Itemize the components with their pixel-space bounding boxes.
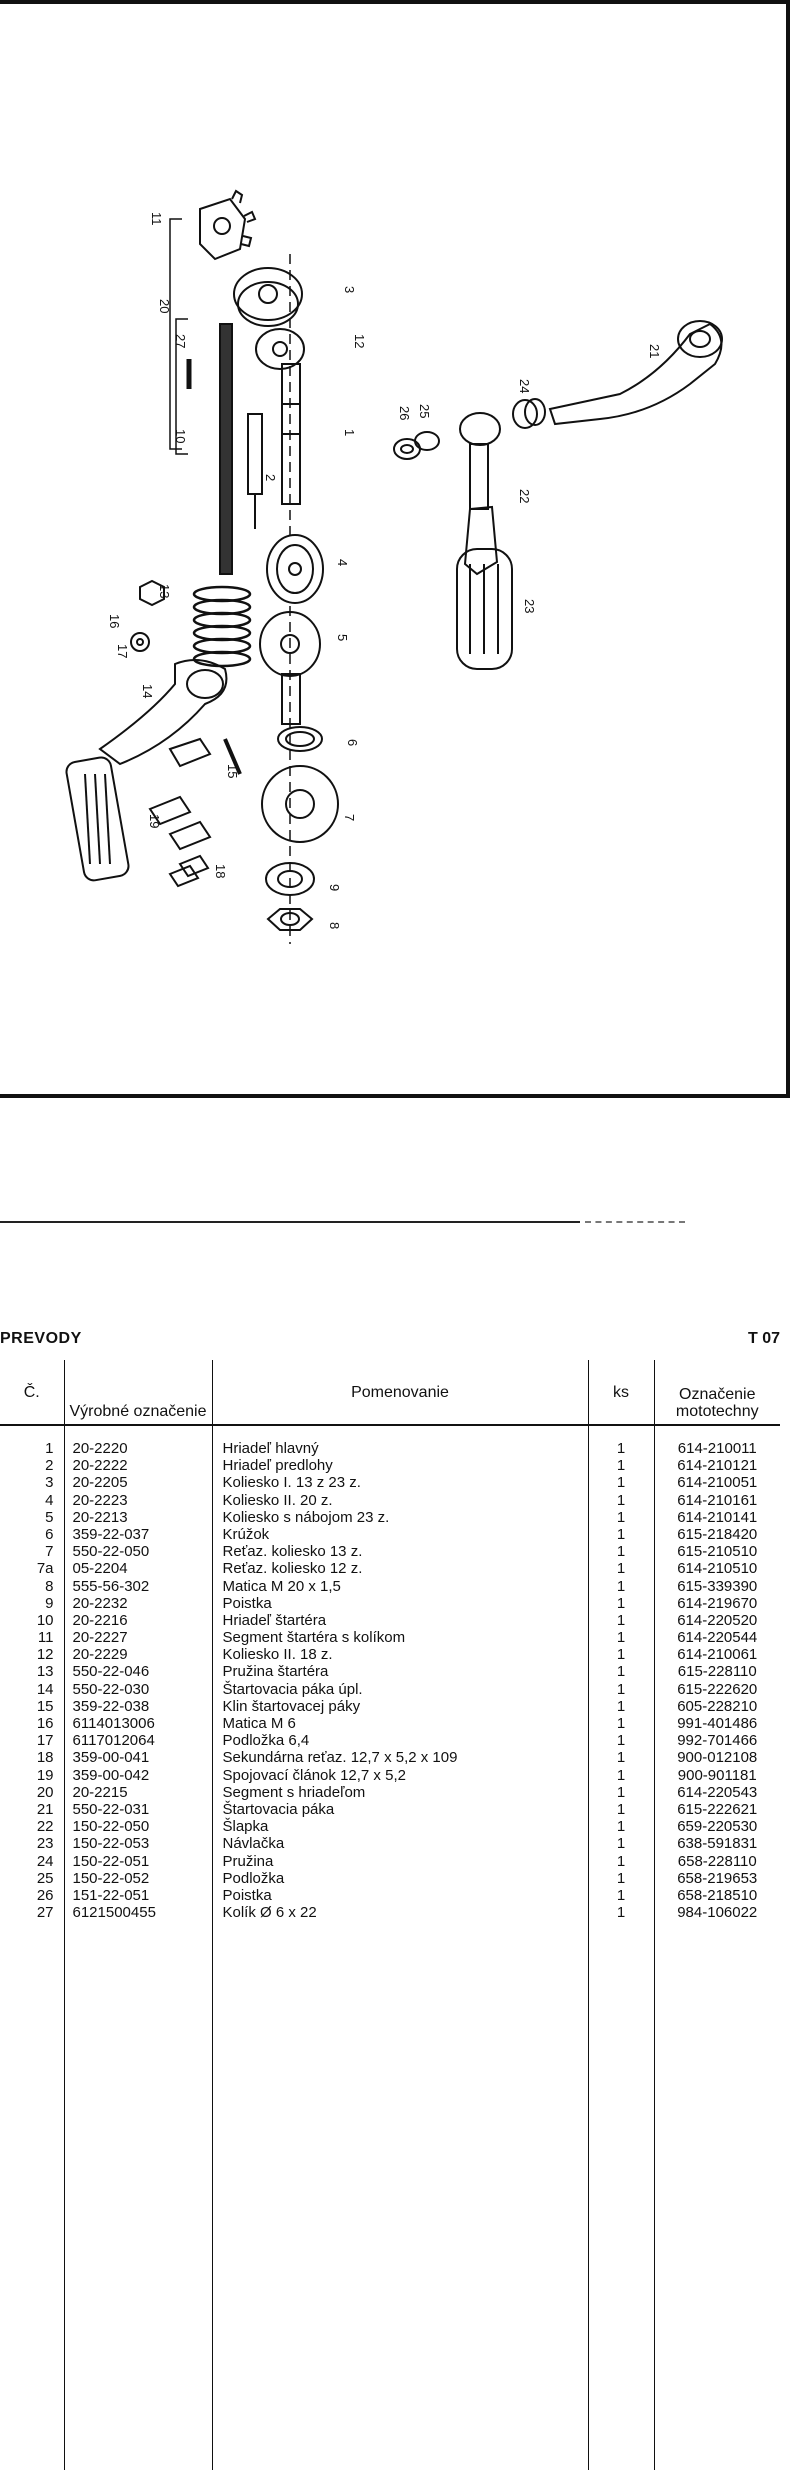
cell-qty: 1 — [616, 1766, 626, 1784]
cell-code: 20-2215 — [72, 1783, 128, 1801]
cell-number: 6 — [45, 1525, 54, 1543]
cell-qty: 1 — [616, 1474, 626, 1492]
cell-mototechna: 614-210161 — [677, 1491, 758, 1509]
cell-qty: 1 — [616, 1491, 626, 1509]
cell-code: 359-00-041 — [72, 1749, 150, 1767]
cell-qty: 1 — [616, 1440, 626, 1457]
callout-14: 14 — [140, 684, 155, 699]
cell-qty: 1 — [616, 1457, 626, 1475]
cell-name: Pružina štartéra — [222, 1663, 329, 1681]
cell-code: 550-22-050 — [72, 1543, 150, 1561]
cell-qty: 1 — [616, 1508, 626, 1526]
cell-number: 3 — [45, 1474, 54, 1492]
cell-mototechna: 605-228210 — [677, 1697, 758, 1715]
callout-24: 24 — [517, 379, 532, 394]
cell-qty: 1 — [616, 1646, 626, 1664]
cell-name: Návlačka — [222, 1835, 285, 1853]
cell-code: 150-22-051 — [72, 1852, 150, 1870]
cell-code: 550-22-046 — [72, 1663, 150, 1681]
cell-mototechna: 658-219653 — [677, 1869, 758, 1887]
cell-code: 6117012064 — [72, 1732, 155, 1750]
column-mototechna — [655, 1426, 781, 1921]
cell-code: 20-2205 — [72, 1474, 128, 1492]
cell-mototechna: 614-220520 — [677, 1611, 758, 1629]
cell-number: 27 — [36, 1904, 54, 1922]
cell-qty: 1 — [616, 1749, 626, 1767]
callout-16: 16 — [107, 614, 122, 629]
cell-code: 20-2223 — [72, 1491, 128, 1509]
cell-mototechna: 615-218420 — [677, 1525, 758, 1543]
cell-name: Podložka 6,4 — [222, 1732, 310, 1750]
cell-name: Kolík Ø 6 x 22 — [222, 1904, 317, 1922]
cell-number: 15 — [36, 1697, 54, 1715]
header-qty: ks — [588, 1360, 654, 1425]
cell-mototechna: 992-701466 — [677, 1732, 758, 1750]
callout-17: 17 — [115, 644, 130, 659]
cell-mototechna: 659-220530 — [677, 1818, 758, 1836]
cell-name: Matica M 20 x 1,5 — [222, 1577, 341, 1595]
cell-name: Pružina — [222, 1852, 274, 1870]
cell-qty: 1 — [616, 1663, 626, 1681]
cell-number: 4 — [45, 1491, 54, 1509]
cell-name: Štartovacia páka úpl. — [222, 1680, 363, 1698]
callout-11: 11 — [149, 212, 164, 226]
cell-name: Hriadeľ hlavný — [222, 1440, 319, 1457]
callout-19: 19 — [147, 814, 162, 829]
cell-number: 11 — [37, 1629, 54, 1647]
cell-code: 555-56-302 — [72, 1577, 150, 1595]
header-number: Č. — [0, 1360, 64, 1425]
cell-qty: 1 — [616, 1886, 626, 1904]
callout-13: 13 — [157, 584, 172, 599]
cell-mototechna: 614-210061 — [677, 1646, 758, 1664]
cell-mototechna: 614-220544 — [677, 1629, 758, 1647]
cell-name: Krúžok — [222, 1525, 270, 1543]
cell-code: 6121500455 — [72, 1904, 156, 1922]
callout-4: 4 — [335, 559, 350, 567]
cell-number: 19 — [36, 1766, 54, 1784]
cell-mototechna: 658-228110 — [677, 1852, 757, 1870]
cell-qty: 1 — [616, 1852, 626, 1870]
cell-code: 20-2227 — [72, 1629, 128, 1647]
cell-name: Podložka — [222, 1869, 285, 1887]
separator-line — [0, 1221, 580, 1223]
cell-name: Koliesko s nábojom 23 z. — [222, 1508, 390, 1526]
cell-qty: 1 — [616, 1715, 626, 1732]
callout-15: 15 — [225, 764, 240, 779]
cell-number: 8 — [45, 1577, 54, 1595]
cell-name: Poistka — [222, 1886, 272, 1904]
callout-3: 3 — [342, 286, 357, 294]
cell-number: 21 — [36, 1800, 54, 1818]
cell-number: 16 — [36, 1715, 54, 1732]
cell-number: 12 — [36, 1646, 54, 1664]
cell-number: 5 — [45, 1508, 54, 1526]
cell-name: Sekundárna reťaz. 12,7 x 5,2 x 109 — [222, 1749, 458, 1767]
cell-number: 25 — [36, 1869, 54, 1887]
cell-code: 151-22-051 — [72, 1886, 150, 1904]
header-mototechna: Označenie mototechny — [654, 1360, 780, 1425]
cell-code: 359-22-038 — [72, 1697, 150, 1715]
callout-5: 5 — [335, 634, 350, 642]
cell-mototechna: 615-228110 — [677, 1663, 757, 1681]
cell-code: 359-22-037 — [72, 1525, 150, 1543]
cell-code: 150-22-052 — [72, 1869, 150, 1887]
cell-code: 20-2216 — [72, 1611, 128, 1629]
callout-21: 21 — [647, 344, 662, 359]
cell-mototechna: 614-220543 — [677, 1783, 758, 1801]
cell-name: Hriadeľ štartéra — [222, 1611, 327, 1629]
cell-name: Koliesko II. 20 z. — [222, 1491, 333, 1509]
callout-6: 6 — [345, 739, 360, 747]
cell-number: 2 — [45, 1457, 54, 1475]
cell-mototechna: 900-012108 — [677, 1749, 758, 1767]
cell-name: Reťaz. koliesko 12 z. — [222, 1560, 363, 1578]
cell-number: 20 — [36, 1783, 54, 1801]
cell-number: 26 — [36, 1886, 54, 1904]
cell-name: Šlapka — [222, 1818, 269, 1836]
callout-23: 23 — [522, 599, 537, 614]
cell-number: 18 — [36, 1749, 54, 1767]
column-qty — [589, 1426, 654, 1921]
cell-mototechna: 614-210051 — [677, 1474, 758, 1492]
cell-qty: 1 — [616, 1577, 626, 1595]
cell-qty: 1 — [616, 1835, 626, 1853]
cell-number: 17 — [36, 1732, 54, 1750]
callout-27: 27 — [173, 334, 188, 349]
cell-mototechna: 991-401486 — [677, 1715, 758, 1732]
cell-qty: 1 — [616, 1560, 626, 1578]
cell-qty: 1 — [616, 1800, 626, 1818]
cell-mototechna: 638-591831 — [677, 1835, 758, 1853]
cell-number: 10 — [36, 1611, 54, 1629]
cell-mototechna: 614-219670 — [677, 1594, 758, 1612]
cell-number: 14 — [36, 1680, 54, 1698]
callout-18: 18 — [213, 864, 228, 879]
cell-name: Klin štartovacej páky — [222, 1697, 361, 1715]
cell-number: 1 — [45, 1440, 54, 1457]
parts-table-wrapper — [0, 1360, 780, 2470]
cell-name: Štartovacia páka — [222, 1800, 335, 1818]
cell-number: 24 — [36, 1852, 54, 1870]
cell-code: 6114013006 — [72, 1715, 155, 1732]
callout-9: 9 — [327, 884, 342, 892]
callout-25: 25 — [417, 404, 432, 419]
cell-mototechna: 658-218510 — [677, 1886, 758, 1904]
cell-name: Koliesko II. 18 z. — [222, 1646, 333, 1664]
cell-name: Matica M 6 — [222, 1715, 296, 1732]
section-code: T 07 — [747, 1330, 780, 1347]
cell-code: 20-2232 — [72, 1594, 128, 1612]
cell-qty: 1 — [616, 1697, 626, 1715]
cell-number: 7 — [45, 1543, 54, 1561]
cell-name: Poistka — [222, 1594, 272, 1612]
cell-code: 20-2213 — [72, 1508, 128, 1526]
parts-table — [0, 1360, 780, 2470]
callout-12: 12 — [352, 334, 367, 349]
callout-1: 1 — [342, 429, 357, 437]
cell-mototechna: 984-106022 — [677, 1904, 758, 1922]
callout-20: 20 — [157, 299, 172, 314]
cell-number: 22 — [36, 1818, 54, 1836]
cell-mototechna: 615-339390 — [677, 1577, 758, 1595]
separator-dashed — [585, 1221, 685, 1223]
exploded-parts-diagram — [0, 4, 790, 1102]
section-title: PREVODY — [0, 1330, 82, 1347]
cell-number: 13 — [36, 1663, 54, 1681]
callout-2: 2 — [263, 474, 278, 482]
callout-26: 26 — [397, 406, 412, 421]
cell-code: 550-22-030 — [72, 1680, 150, 1698]
cell-qty: 1 — [616, 1525, 626, 1543]
header-name: Pomenovanie — [212, 1360, 588, 1425]
parts-diagram-frame — [0, 0, 790, 1098]
cell-mototechna: 614-210011 — [677, 1440, 757, 1457]
column-code — [65, 1426, 212, 1921]
cell-name: Spojovací článok 12,7 x 5,2 — [222, 1766, 406, 1784]
callout-7: 7 — [342, 814, 357, 822]
callout-22: 22 — [517, 489, 532, 504]
cell-qty: 1 — [616, 1732, 626, 1750]
cell-code: 20-2222 — [72, 1457, 128, 1475]
callout-10: 10 — [173, 429, 188, 444]
cell-name: Hriadeľ predlohy — [222, 1457, 333, 1475]
table-body-row — [0, 1425, 780, 2470]
cell-mototechna: 614-210141 — [677, 1508, 758, 1526]
cell-mototechna: 615-210510 — [677, 1543, 758, 1561]
cell-qty: 1 — [616, 1680, 626, 1698]
header-code: Výrobné označenie — [64, 1360, 212, 1425]
cell-number: 23 — [36, 1835, 54, 1853]
cell-mototechna: 615-222620 — [677, 1680, 758, 1698]
cell-qty: 1 — [616, 1818, 626, 1836]
cell-mototechna: 615-222621 — [677, 1800, 758, 1818]
cell-name: Segment s hriadeľom — [222, 1783, 366, 1801]
cell-qty: 1 — [616, 1904, 626, 1922]
column-number — [0, 1426, 64, 1921]
cell-number: 9 — [45, 1594, 54, 1612]
cell-name: Segment štartéra s kolíkom — [222, 1629, 406, 1647]
cell-code: 150-22-053 — [72, 1835, 150, 1853]
cell-mototechna: 614-210510 — [677, 1560, 758, 1578]
table-header-row — [0, 1360, 780, 1425]
cell-qty: 1 — [616, 1594, 626, 1612]
cell-qty: 1 — [616, 1543, 626, 1561]
cell-qty: 1 — [616, 1611, 626, 1629]
cell-name: Koliesko I. 13 z 23 z. — [222, 1474, 361, 1492]
callout-8: 8 — [327, 922, 342, 930]
cell-code: 359-00-042 — [72, 1766, 150, 1784]
cell-mototechna: 900-901181 — [677, 1766, 757, 1784]
cell-mototechna: 614-210121 — [677, 1457, 758, 1475]
cell-number: 7a — [36, 1560, 54, 1578]
cell-code: 20-2220 — [72, 1440, 128, 1457]
cell-name: Reťaz. koliesko 13 z. — [222, 1543, 363, 1561]
cell-code: 05-2204 — [72, 1560, 128, 1578]
cell-code: 550-22-031 — [72, 1800, 150, 1818]
cell-code: 150-22-050 — [72, 1818, 150, 1836]
column-name — [213, 1426, 588, 1921]
cell-qty: 1 — [616, 1629, 626, 1647]
cell-qty: 1 — [616, 1783, 626, 1801]
cell-code: 20-2229 — [72, 1646, 128, 1664]
cell-qty: 1 — [616, 1869, 626, 1887]
